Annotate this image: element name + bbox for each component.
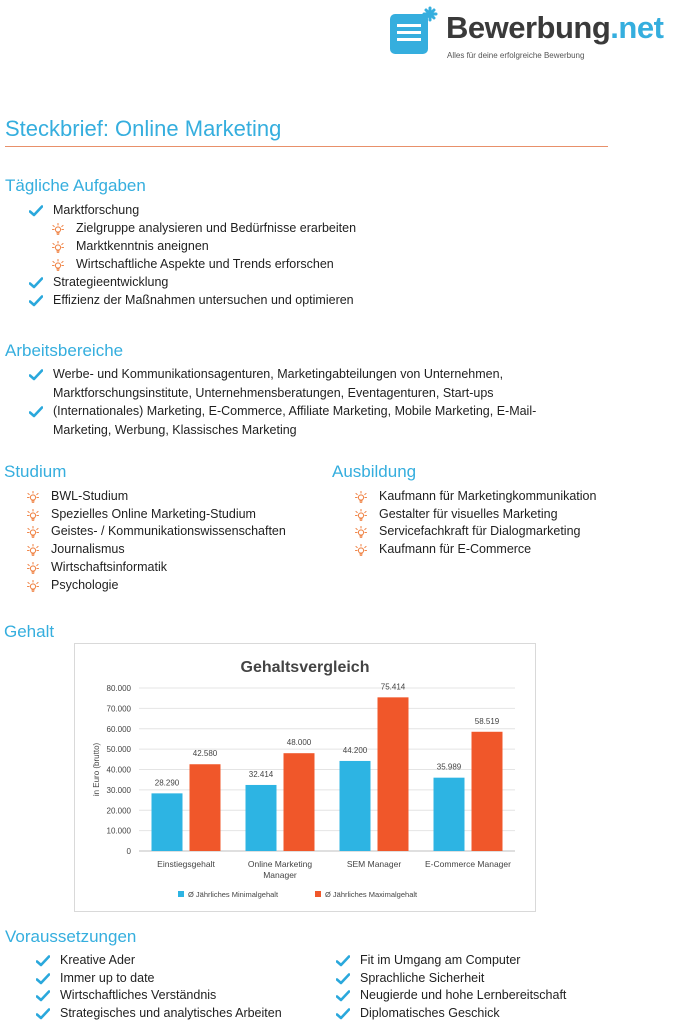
- list-item: Marktforschungsinstitute, Unternehmensberatungen, Eventagenturen, Start-ups: [53, 385, 494, 400]
- y-axis-label: in Euro (brutto): [92, 742, 101, 797]
- checkmark-icon: [36, 954, 50, 966]
- lightbulb-icon: [27, 525, 39, 537]
- brand-logo: [388, 2, 688, 64]
- data-label: 35.989: [436, 762, 462, 772]
- section-heading-aufgaben: Tägliche Aufgaben: [5, 176, 146, 195]
- list-item: Diplomatisches Geschick: [360, 1005, 500, 1020]
- checkmark-icon: [36, 1007, 50, 1019]
- data-label: 75.414: [380, 682, 406, 692]
- legend-swatch: [178, 891, 184, 897]
- bar: [152, 793, 183, 851]
- lightbulb-icon: [52, 222, 64, 234]
- lightbulb-icon: [355, 490, 367, 502]
- checkmark-icon: [29, 276, 43, 288]
- checkmark-icon: [336, 989, 350, 1001]
- checkmark-icon: [29, 294, 43, 306]
- lightbulb-icon: [27, 490, 39, 502]
- list-item: Marktkenntnis aneignen: [76, 239, 209, 253]
- list-item: Geistes- / Kommunikationswissenschaften: [51, 524, 286, 539]
- list-item: Marktforschung: [53, 203, 140, 217]
- checkmark-icon: [336, 1007, 350, 1019]
- legend-entry: Ø Jährliches Minimalgehalt: [188, 890, 279, 899]
- list-item: BWL-Studium: [51, 489, 129, 503]
- list-item: Kaufmann für Marketingkommunikation: [379, 489, 597, 503]
- list-item: Kreative Ader: [60, 953, 136, 967]
- list-item: Fit im Umgang am Computer: [360, 953, 521, 967]
- section-heading-gehalt: Gehalt: [4, 622, 55, 641]
- data-label: 48.000: [286, 738, 312, 748]
- bar: [472, 732, 503, 851]
- list-item: Sprachliche Sicherheit: [360, 970, 485, 985]
- brand-name: Bewerbung.net: [446, 10, 664, 45]
- section-heading-voraussetzungen: Voraussetzungen: [5, 927, 137, 946]
- y-tick-label: 10.000: [106, 826, 131, 836]
- section-heading-ausbildung: Ausbildung: [332, 462, 417, 481]
- document-icon: [388, 6, 438, 56]
- lightbulb-icon: [355, 525, 367, 537]
- data-label: 32.414: [248, 769, 274, 779]
- list-item: Journalismus: [51, 542, 125, 557]
- checkmark-icon: [36, 989, 50, 1001]
- list-item: Strategieentwicklung: [53, 275, 169, 289]
- list-item: Zielgruppe analysieren und Bedürfnisse erarbeiten: [76, 221, 357, 235]
- lightbulb-icon: [355, 543, 367, 555]
- section-heading-arbeitsbereiche: Arbeitsbereiche: [5, 341, 124, 360]
- list-item: Servicefachkraft für Dialogmarketing: [379, 524, 581, 539]
- list-item: Psychologie: [51, 577, 119, 592]
- y-tick-label: 0: [126, 847, 131, 856]
- lightbulb-icon: [27, 579, 39, 591]
- lightbulb-icon: [52, 240, 64, 252]
- x-tick-label: SEM Manager: [346, 859, 402, 869]
- title-divider: [5, 146, 608, 147]
- data-label: 28.290: [154, 778, 180, 788]
- list-item: Gestalter für visuelles Marketing: [379, 506, 558, 521]
- bar: [190, 764, 221, 851]
- chart-title: Gehaltsvergleich: [240, 659, 370, 676]
- salary-chart-svg: [75, 644, 535, 911]
- salary-chart: [74, 643, 536, 912]
- legend-swatch: [315, 891, 321, 897]
- y-tick-label: 50.000: [106, 745, 131, 755]
- y-tick-label: 30.000: [106, 785, 131, 795]
- section-heading-studium: Studium: [4, 462, 67, 481]
- list-item: Strategisches und analytisches Arbeiten: [60, 1005, 282, 1020]
- checkmark-icon: [29, 204, 43, 216]
- lightbulb-icon: [27, 543, 39, 555]
- bar: [246, 785, 277, 851]
- x-tick-label: Manager: [263, 870, 297, 880]
- list-item: Wirtschaftsinformatik: [51, 559, 167, 574]
- list-item: Neugierde und hohe Lernbereitschaft: [360, 988, 567, 1003]
- checkmark-icon: [336, 972, 350, 984]
- bar: [434, 778, 465, 851]
- checkmark-icon: [336, 954, 350, 966]
- checkmark-icon: [36, 972, 50, 984]
- lightbulb-icon: [27, 508, 39, 520]
- bar: [378, 697, 409, 851]
- list-item: Wirtschaftliche Aspekte und Trends erforschen: [76, 257, 334, 271]
- list-item: Marketing, Werbung, Klassisches Marketing: [53, 422, 297, 437]
- y-tick-label: 70.000: [106, 704, 131, 714]
- bar: [340, 761, 371, 851]
- data-label: 42.580: [192, 749, 218, 759]
- x-tick-label: Einstiegsgehalt: [157, 859, 215, 869]
- list-item: Immer up to date: [60, 970, 155, 985]
- y-tick-label: 20.000: [106, 806, 131, 816]
- lightbulb-icon: [355, 508, 367, 520]
- list-item: Kaufmann für E-Commerce: [379, 542, 532, 557]
- lightbulb-icon: [27, 561, 39, 573]
- lightbulb-icon: [52, 258, 64, 270]
- page-title: Steckbrief: Online Marketing: [5, 116, 282, 141]
- data-label: 58.519: [474, 716, 500, 726]
- data-label: 44.200: [342, 745, 368, 755]
- list-item: (Internationales) Marketing, E-Commerce, Affiliate Marketing, Mobile Marketing, E-Mail-: [53, 404, 537, 418]
- legend-entry: Ø Jährliches Maximalgehalt: [325, 890, 418, 899]
- y-tick-label: 80.000: [106, 684, 131, 693]
- checkmark-icon: [29, 405, 43, 417]
- y-tick-label: 60.000: [106, 724, 131, 734]
- list-item: Spezielles Online Marketing-Studium: [51, 506, 256, 521]
- list-item: Effizienz der Maßnahmen untersuchen und optimieren: [53, 293, 354, 307]
- list-item: Wirtschaftliches Verständnis: [60, 988, 217, 1003]
- bar: [284, 753, 315, 851]
- y-tick-label: 40.000: [106, 765, 131, 775]
- list-item: Werbe- und Kommunikationsagenturen, Marketingabteilungen von Unternehmen,: [53, 367, 504, 381]
- brand-tagline: Alles für deine erfolgreiche Bewerbung: [447, 51, 585, 60]
- x-tick-label: Online Marketing: [247, 859, 313, 869]
- checkmark-icon: [29, 368, 43, 380]
- x-tick-label: E-Commerce Manager: [425, 859, 511, 869]
